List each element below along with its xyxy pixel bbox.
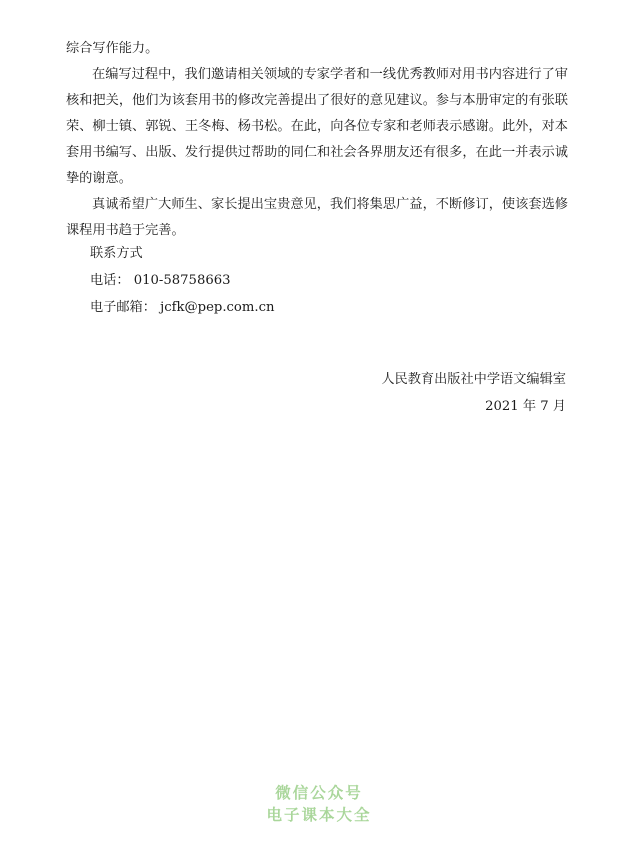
contact-email: 电子邮箱： jcfk@pep.com.cn (90, 300, 275, 315)
signature-block (381, 366, 566, 420)
contact-section (90, 240, 274, 321)
watermark (0, 782, 638, 826)
signature-organization: 人民教育出版社中学语文编辑室 (381, 372, 566, 387)
contact-heading: 联系方式 (90, 246, 143, 261)
watermark-line-1: 微信公众号 (275, 784, 363, 802)
watermark-line-2: 电子课本大全 (266, 806, 372, 824)
paragraph-acknowledgements: 在编写过程中，我们邀请相关领域的专家学者和一线优秀教师对用书内容进行了审核和把关，他们为该套用书的修改完善提出了很好的意见建议。参与本册审定的有张联荣、柳士镇、郭锐、王冬梅、杨书松。在此，向各位专家和老师表示感谢。此外，对本套用书编写、出版、发行提供过帮助的同仁和社会各界朋友还有很多，在此一并表示诚挚的谢意。 (66, 67, 568, 186)
body-text (66, 36, 568, 244)
signature-date: 2021 年 7 月 (485, 399, 566, 414)
paragraph-continuation: 综合写作能力。 (66, 41, 159, 56)
contact-phone: 电话： 010-58758663 (90, 273, 231, 288)
paragraph-feedback-request: 真诚希望广大师生、家长提出宝贵意见，我们将集思广益，不断修订，使该套选修课程用书趋于完善。 (66, 197, 568, 238)
